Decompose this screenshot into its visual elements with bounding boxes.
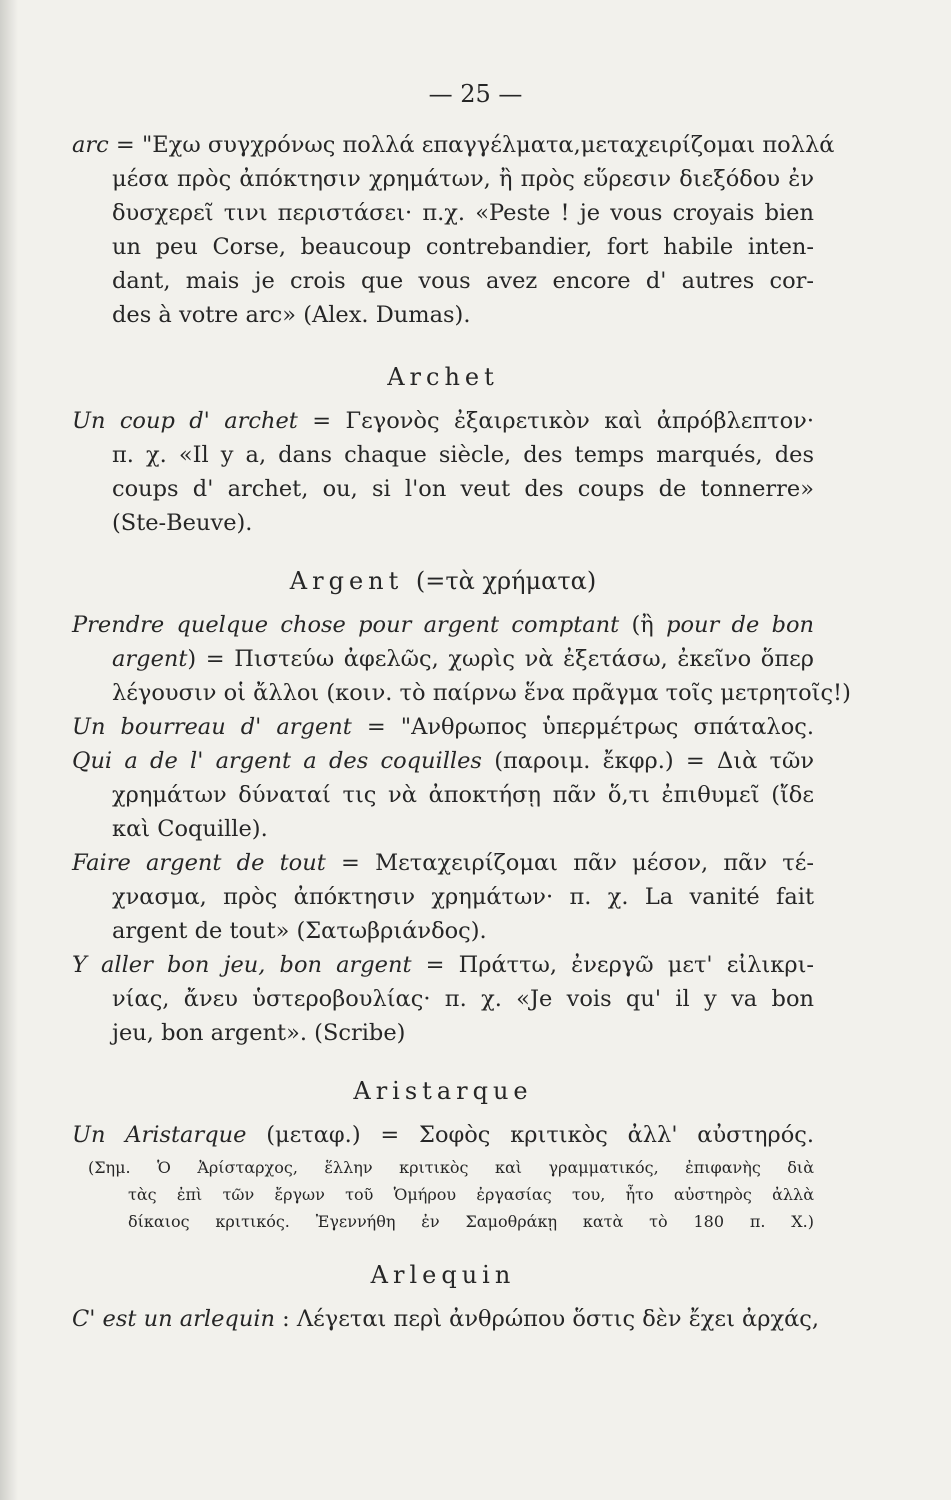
page-number: — 25 — [428,80,523,108]
entry-argent-5-line-2: νίας, ἄνευ ὑστεροβουλίας· π. χ. «Je vois qu' il y va bon [112,986,814,1012]
entry-term: Qui a de l' argent a des coquilles [72,748,482,774]
entry-term: C' est un arlequin [72,1306,276,1332]
entry-archet-line-1 [72,404,814,438]
entry-aristarque-line-1 [72,1118,814,1152]
entry-text: (παροιμ. ἔκφρ.) = Διὰ τῶν [481,748,814,774]
entry-text: = Γεγονὸς ἐξαιρετικὸν καὶ ἀπρόβλεπτον· [297,408,814,434]
entry-arc-line-3: δυσχερεῖ τινι περιστάσει· π.χ. «Peste ! je vous croyais bien [112,200,814,226]
entry-arc-line-1 [72,128,835,162]
entry-text: = "Εχω συγχρόνως πολλά επαγγέλματα,μεταχειρίζομαι πολλά [108,132,835,158]
entry-argent-3-line-3: καὶ Coquille). [112,816,268,842]
entry-argent-5-line-1 [72,948,814,982]
entry-text: (μεταφ.) = Σοφὸς κριτικὸς ἀλλ' αὐστηρός. [246,1122,814,1148]
entry-arc-line-2: μέσα πρὸς ἀπόκτησιν χρημάτων, ἢ πρὸς εὕρεσιν διεξόδου ἐν [112,166,814,192]
heading-aristarque: Aristarque [353,1077,533,1105]
heading-argent-word: Argent [289,567,404,595]
entry-argent-1-line-2 [72,642,814,676]
entry-argent-1-line-3: λέγουσιν οἱ ἄλλοι (κοιν. τὸ παίρνω ἕνα πρᾶγμα τοῖς μετρητοῖς!) [112,680,851,706]
entry-text: : Λέγεται περὶ ἀνθρώπου ὅστις δὲν ἔχει ἀρχάς, [275,1306,820,1332]
entry-text: = Μεταχειρίζομαι πᾶν μέσον, πᾶν τέ- [325,850,815,876]
entry-arc-line-4: un peu Corse, beaucoup contrebandier, fort habile inten- [112,234,814,260]
entry-term: Faire argent de tout [72,850,326,876]
entry-argent-4-line-3: argent de tout» (Σατωβριάνδος). [112,918,487,944]
aristarque-note-line-2: τὰς ἐπὶ τῶν ἔργων τοῦ Ὁμήρου ἐργασίας του, ἦτο αὐστηρὸς ἀλλὰ [128,1185,814,1204]
aristarque-note-line-3: δίκαιος κριτικός. Ἐγεννήθη ἐν Σαμοθράκῃ κατὰ τὸ 180 π. Χ.) [128,1212,814,1231]
entry-archet-line-2: π. χ. «Il y a, dans chaque siècle, des temps marqués, des [112,442,814,468]
page-edge-shadow [0,0,18,1500]
entry-argent-2-line-1 [72,710,814,744]
entry-term: Y aller bon jeu, bon argent [72,952,412,978]
entry-argent-1-line-1 [72,608,814,642]
entry-argent-3-line-1 [72,744,814,778]
entry-term-alt: pour de bon [666,612,815,638]
entry-arc-line-5: dant, mais je crois que vous avez encore d' autres cor- [112,268,814,294]
entry-arc-line-6: des à votre arc» (Alex. Dumas). [112,302,471,328]
entry-argent-4-line-1 [72,846,814,880]
entry-term: arc [72,132,109,158]
entry-argent-3-line-2: χρημάτων δύναταί τις νὰ ἀποκτήσῃ πᾶν ὅ,τι ἐπιθυμεῖ (ἴδε [112,782,814,808]
entry-text: = Πράττω, ἐνεργῶ μετ' εἰλικρι- [411,952,814,978]
heading-archet: Archet [387,363,499,391]
entry-text: (ἢ [619,612,667,638]
entry-archet-line-4: (Ste-Beuve). [112,510,253,536]
heading-arlequin: Arlequin [370,1261,516,1289]
entry-text: = "Ανθρωπος ὑπερμέτρως σπάταλος. [351,714,814,740]
entry-term: Prendre quelque chose pour argent comptant [72,612,620,638]
entry-term-alt: argent [112,646,188,672]
entry-text: ) = Πιστεύω ἀφελῶς, χωρὶς νὰ ἐξετάσω, ἐκεῖνο ὅπερ [187,646,814,672]
aristarque-note-line-1: (Σημ. Ὁ Ἀρίσταρχος, ἕλλην κριτικὸς καὶ γραμματικός, ἐπιφανὴς διὰ [88,1158,814,1177]
entry-term: Un Aristarque [72,1122,247,1148]
heading-argent [72,564,814,598]
entry-argent-4-line-2: χνασμα, πρὸς ἀπόκτησιν χρημάτων· π. χ. La vanité fait [112,884,814,910]
entry-arlequin-line-1 [72,1302,820,1336]
heading-argent-greek: (=τὰ χρήματα) [415,567,597,595]
entry-archet-line-3: coups d' archet, ou, si l'on veut des coups de tonnerre» [112,476,814,502]
entry-argent-5-line-3: jeu, bon argent». (Scribe) [112,1020,406,1046]
entry-term: Un coup d' archet [72,408,298,434]
entry-term: Un bourreau d' argent [72,714,352,740]
